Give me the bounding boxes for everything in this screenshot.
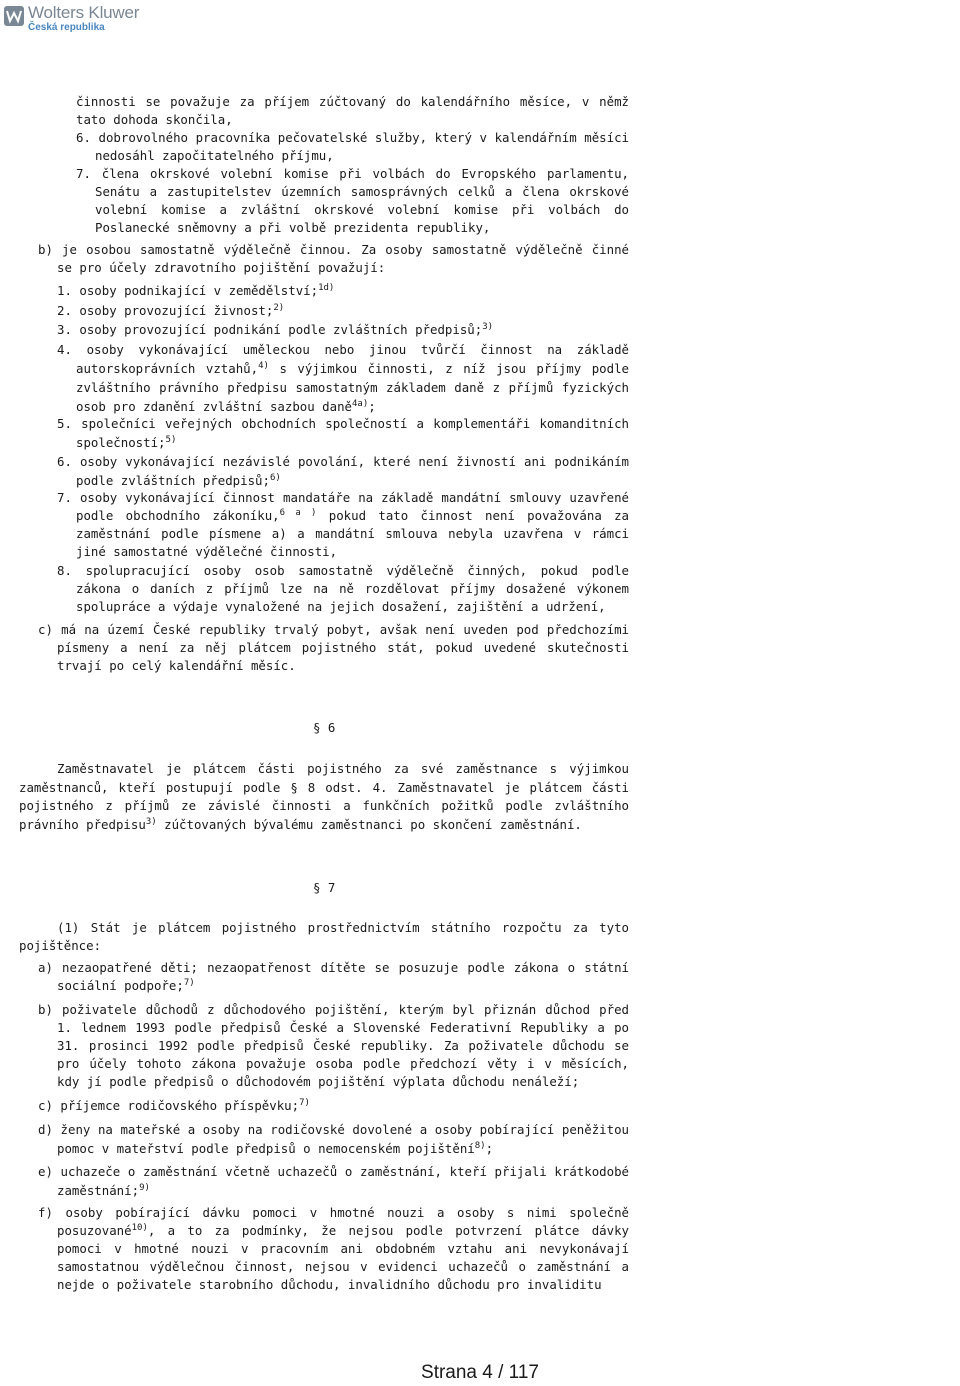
b-item-8: 8. spolupracující osoby osob samostatně výdělečně činných, pokud podle zákona o daních z příjmů lze na ně rozdělovat příjmy dosažené výkonem spolupráce a výdaje vynaložené na jejich dosažení, zajištění a udržení,	[57, 563, 629, 614]
list-item-6-volunteer: 6. dobrovolného pracovníka pečovatelské služby, který v kalendářním měsíci nedosáhl započitatelného příjmu,	[76, 130, 629, 163]
s7-item-c: c) příjemce rodičovského příspěvku;$^{7)}$	[38, 1098, 310, 1113]
para-continuation: činnosti se považuje za příjem zúčtovaný do kalendářního měsíce, v němž tato dohoda skončila,	[76, 94, 629, 127]
s7-item-e: e) uchazeče o zaměstnání včetně uchazečů o zaměstnání, kteří přijali krátkodobé zaměstnání;$^{9)}$	[38, 1164, 629, 1198]
s7-item-a: a) nezaopatřené děti; nezaopatřenost dítěte se posuzuje podle zákona o státní sociální podpoře;$^{7)}$	[38, 960, 629, 993]
clause-b: b) je osobou samostatně výdělečně činnou. Za osoby samostatně výdělečně činné se pro účely zdravotního pojištění považují:	[38, 242, 629, 275]
section-7-intro: (1) Stát je plátcem pojistného prostřednictvím státního rozpočtu za tyto pojištěnce:	[19, 920, 629, 953]
b-item-4: 4. osoby vykonávající uměleckou nebo jinou tvůrčí činnost na základě autorskoprávních vztahů,$^{4)}$ s výjimkou činnosti, z níž jsou příjmy podle zvláštního právního předpisu samostatným základem daně z příjmů fyzických osob pro zdanění zvláštní sazbou daně$^{4a)}$;	[57, 342, 629, 414]
brand-name: Wolters Kluwer	[28, 3, 140, 22]
list-item-7-commission: 7. člena okrskové volební komise při volbách do Evropského parlamentu, Senátu a zastupitelstev územních samosprávných celků a člena okrskové volební komise a zvláštní okrskové volební komise při volbách do Poslanecké sněmovny a při volbě prezidenta republiky,	[76, 166, 629, 235]
s7-item-b: b) poživatele důchodů z důchodového pojištění, kterým byl přiznán důchod před 1. lednem 1993 podle předpisů České a Slovenské Federativní Republiky a po 31. prosinci 1992 podle předpisů České republiky. Za poživatele důchodu se pro účely tohoto zákona považuje osoba podle předchozí věty i v měsících, kdy jí podle předpisů o důchodovém pojištění výplata důchodu nenáleží;	[38, 1002, 629, 1089]
b-item-7: 7. osoby vykonávající činnost mandatáře na základě mandátní smlouvy uzavřené podle obchodního zákoníku,$^{6 a )}$ pokud tato činnost není považována za zaměstnání podle písmene a) a mandátní smlouva nebyla uzavřena v rámci jiné samostatné výdělečné činnosti,	[57, 490, 629, 559]
page-number: Strana 4 / 117	[421, 1362, 539, 1383]
brand-subtitle: Česká republika	[28, 22, 105, 33]
b-item-1: 1. osoby podnikající v zemědělství;$^{1d)}$	[57, 283, 335, 298]
b-item-3: 3. osoby provozující podnikání podle zvláštních předpisů;$^{3)}$	[57, 322, 494, 337]
b-item-2: 2. osoby provozující živnost;$^{2)}$	[57, 303, 285, 318]
publisher-logo	[4, 4, 139, 34]
s7-item-f: f) osoby pobírající dávku pomoci v hmotné nouzi a osoby s nimi společně posuzované$^{10)}$, a to za podmínky, že nejsou podle potvrzení plátce dávky pomoci v hmotné nouzi v pracovním ani obdobném vztahu ani nevykonávají samostatnou výdělečnou činnost, nejsou v evidenci uchazečů o zaměstnání a nejde o poživatele starobního důchodu, invalidního důchodu pro invaliditu	[38, 1205, 629, 1292]
s7-item-d: d) ženy na mateřské a osoby na rodičovské dovolené a osoby pobírající peněžitou pomoc v mateřství podle předpisů o nemocenském pojištění$^{8)}$;	[38, 1122, 629, 1156]
section-7-heading: § 7	[313, 880, 336, 895]
b-item-5: 5. společníci veřejných obchodních společností a komplementáři komanditních společností;$^{5)}$	[57, 416, 629, 450]
section-6-heading: § 6	[313, 720, 336, 735]
wk-logo-icon	[4, 6, 24, 26]
clause-c: c) má na území České republiky trvalý pobyt, avšak není uveden pod předchozími písmeny a není za něj plátcem pojistného stát, pokud uvedené skutečnosti trvají po celý kalendářní měsíc.	[38, 622, 629, 673]
b-item-6: 6. osoby vykonávající nezávislé povolání, které není živností ani podnikáním podle zvláštních předpisů;$^{6)}$	[57, 454, 629, 488]
section-6-text: Zaměstnavatel je plátcem části pojistného za své zaměstnance s výjimkou zaměstnanců, kteří postupují podle § 8 odst. 4. Zaměstnavatel je plátcem části pojistného z příjmů ze závislé činnosti a funkčních požitků podle zvláštního právního předpisu$^{3)}$ zúčtovaných bývalému zaměstnanci po skončení zaměstnání.	[19, 761, 629, 832]
